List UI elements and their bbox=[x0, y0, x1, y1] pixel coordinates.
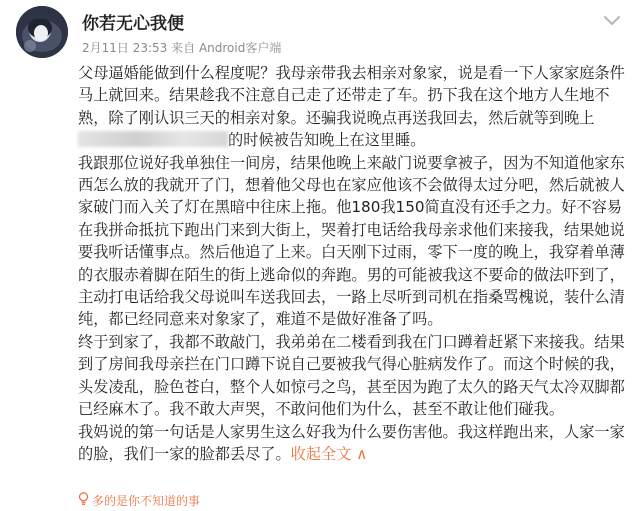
post-date: 2月11日 23:53 bbox=[82, 41, 168, 55]
paragraph-text: 我妈说的第一句话是人家男生这么好我为什么要伤害他。我这样跑出来，人家一家的脸，我们一家的脸都丢尽了。 bbox=[78, 422, 625, 463]
avatar-image bbox=[16, 6, 68, 58]
post-paragraph bbox=[78, 62, 626, 152]
post-source: 来自 Android客户端 bbox=[171, 41, 282, 55]
collapse-link[interactable] bbox=[291, 445, 368, 463]
chevron-down-icon[interactable] bbox=[600, 8, 624, 32]
post-paragraph: 终于到家了，我都不敢敲门，我弟弟在二楼看到我在门口蹲着赶紧下来接我。结果到了房间我母亲拦在门口蹲下说自己要被我气得心脏病发作了。而这个时候的我，头发凌乱，脸色苍白，整个人如惊弓之鸟，甚至因为跑了太久的路天气太冷双脚都已经麻木了。我不敢大声哭，不敢问他们为什么，甚至不敢让他们碰我。 bbox=[78, 332, 625, 419]
collapse-label: 收起全文 bbox=[290, 444, 352, 463]
post-paragraph bbox=[78, 421, 626, 466]
footer-tag[interactable] bbox=[78, 492, 200, 509]
lightbulb-icon bbox=[78, 492, 89, 508]
footer-text: 多的是你不知道的事 bbox=[92, 494, 201, 508]
post-content bbox=[78, 62, 626, 465]
blurred-text bbox=[78, 131, 228, 147]
post-paragraph: 我跟那位说好我单独住一间房，结果他晚上来敲门说要拿被子，因为不知道他家东西怎么放的我就开了门，想着他父母也在家应他该不会做得太过分吧，然后就被人家破门而入关了灯在黑暗中往床上拖。他180我150简直没有还手之力。好不容易在我拼命抵抗下跑出门来到大街上，哭着打电话给我母亲求他们来接我，结果她说要我听话懂事点。然后他追了上来。白天刚下过雨，零下一度的晚上，我穿着单薄的衣服赤着脚在陌生的街上逃命似的奔跑。男的可能被我这不要命的做法吓到了，主动打电话给我父母说叫车送我回去，一路上尽听到司机在指桑骂槐说，装什么清纯，都已经同意来对象家了，难道不是做好准备了吗。 bbox=[78, 153, 625, 329]
avatar[interactable] bbox=[16, 6, 68, 58]
post-meta bbox=[82, 39, 281, 56]
chevron-up-icon: ∧ bbox=[356, 444, 368, 463]
paragraph-text: 的时候被告知晚上在这里睡。 bbox=[228, 131, 426, 150]
username[interactable]: 你若无心我便 bbox=[82, 14, 184, 34]
post-header bbox=[0, 0, 640, 62]
paragraph-text: 父母逼婚能做到什么程度呢？我母亲带我去相亲对象家，说是看一下人家家庭条件马上就回来。结果趁我不注意自己走了还带走了车。扔下我在这个地方人生地不熟，除了刚认识三天的相亲对象。还骗我说晚点再送我回去，然后就等到晚上 bbox=[78, 64, 625, 127]
